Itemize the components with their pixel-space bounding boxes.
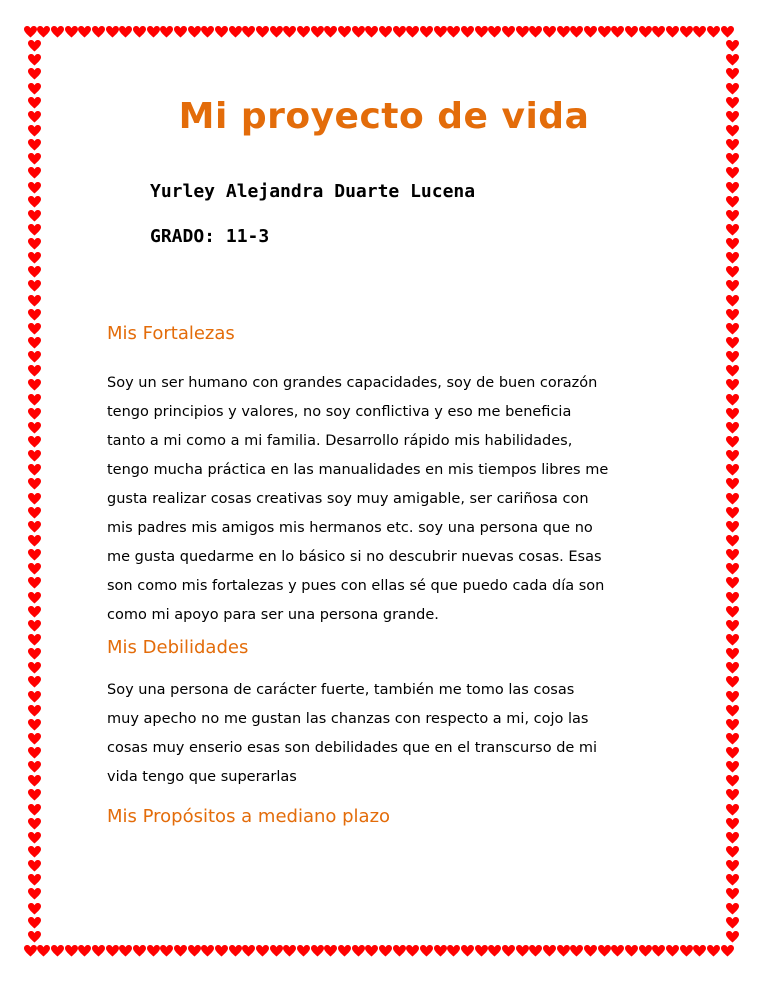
heart-icon [726,789,739,801]
heart-icon [270,945,283,957]
heart-icon [726,733,739,745]
heart-icon [726,634,739,646]
heart-icon [352,26,365,38]
heart-icon [28,408,41,420]
heart-icon [726,351,739,363]
heart-icon [160,945,173,957]
heart-icon [28,182,41,194]
heart-icon [447,26,460,38]
heart-icon [726,917,739,929]
heart-icon [24,945,37,957]
heart-icon [28,860,41,872]
heart-icon [516,945,529,957]
heart-icon [693,945,706,957]
paragraph-debilidades [107,676,667,792]
heart-icon [28,337,41,349]
heart-icon [28,210,41,222]
heart-icon [598,945,611,957]
heart-icon [707,945,720,957]
heart-icon [393,26,406,38]
heart-icon [379,26,392,38]
heart-icon [475,945,488,957]
heart-icon [256,945,269,957]
heart-icon [434,26,447,38]
section-heading-propositos: Mis Propósitos a mediano plazo [107,806,391,827]
paragraph-fortalezas [107,369,667,630]
heart-icon [726,309,739,321]
heart-icon [557,945,570,957]
text-line: muy apecho no me gustan las chanzas con respecto a mi, cojo las [107,711,589,727]
heart-icon [434,945,447,957]
grade-label: GRADO: 11-3 [150,226,270,247]
text-line: tanto a mi como a mi familia. Desarrollo rápido mis habilidades, [107,433,573,449]
heart-icon [28,493,41,505]
heart-icon [28,662,41,674]
heart-icon [28,903,41,915]
heart-icon [28,606,41,618]
heart-icon [666,26,679,38]
heart-icon [726,846,739,858]
heart-icon [28,592,41,604]
heart-icon [488,945,501,957]
heart-icon [324,26,337,38]
heart-icon [147,945,160,957]
heart-icon [28,196,41,208]
heart-icon [28,436,41,448]
heart-icon [256,26,269,38]
heart-icon [28,394,41,406]
heart-icon [726,83,739,95]
heart-icon [584,26,597,38]
heart-icon [726,224,739,236]
heart-icon [28,266,41,278]
heart-icon [726,379,739,391]
heart-icon [652,26,665,38]
heart-icon [726,323,739,335]
text-line: tengo principios y valores, no soy conflictiva y eso me beneficia [107,404,572,420]
heart-icon [174,945,187,957]
heart-icon [693,26,706,38]
heart-icon [726,450,739,462]
heart-icon [28,747,41,759]
heart-icon [726,436,739,448]
heart-icon [283,26,296,38]
text-line: son como mis fortalezas y pues con ellas sé que puedo cada día son [107,578,605,594]
text-line: mis padres mis amigos mis hermanos etc. soy una persona que no [107,520,593,536]
heart-icon [28,888,41,900]
heart-icon [78,26,91,38]
heart-icon [119,945,132,957]
heart-icon [543,26,556,38]
heart-icon [28,167,41,179]
heart-icon [28,733,41,745]
heart-icon [652,945,665,957]
heart-icon [215,26,228,38]
heart-icon [28,450,41,462]
heart-icon [726,493,739,505]
heart-icon [28,238,41,250]
heart-icon [726,676,739,688]
heart-icon [726,903,739,915]
heart-icon [28,464,41,476]
heart-icon [28,507,41,519]
heart-icon [242,945,255,957]
heart-icon [147,26,160,38]
heart-icon [133,26,146,38]
heart-icon [625,26,638,38]
heart-icon [51,945,64,957]
heart-icon [28,521,41,533]
heart-icon [726,592,739,604]
heart-icon [680,26,693,38]
heart-icon [28,648,41,660]
heart-icon [28,719,41,731]
heart-icon [726,478,739,490]
heart-icon [28,620,41,632]
heart-icon [270,26,283,38]
heart-icon [174,26,187,38]
heart-icon [28,535,41,547]
text-line: me gusta quedarme en lo básico si no descubrir nuevas cosas. Esas [107,549,602,565]
heart-icon [726,761,739,773]
heart-icon [28,917,41,929]
heart-icon [406,26,419,38]
heart-icon [28,832,41,844]
text-line: Soy una persona de carácter fuerte, también me tomo las cosas [107,682,575,698]
heart-icon [726,549,739,561]
heart-icon [229,26,242,38]
heart-icon [119,26,132,38]
heart-icon [726,931,739,943]
heart-icon [726,295,739,307]
heart-icon [639,945,652,957]
heart-icon [28,68,41,80]
heart-icon [726,606,739,618]
heart-icon [570,26,583,38]
heart-icon [502,26,515,38]
heart-icon [106,26,119,38]
heart-icon [28,931,41,943]
heart-icon [283,945,296,957]
heart-icon [726,620,739,632]
heart-icon [24,26,37,38]
heart-icon [28,365,41,377]
heart-icon [726,804,739,816]
text-line: tengo mucha práctica en las manualidades en mis tiempos libres me [107,462,609,478]
heart-icon [726,40,739,52]
heart-icon [726,535,739,547]
heart-icon [37,945,50,957]
heart-icon [502,945,515,957]
heart-icon [28,323,41,335]
heart-icon [726,719,739,731]
heart-icon [393,945,406,957]
heart-icon [584,945,597,957]
heart-icon [133,945,146,957]
heart-icon [625,945,638,957]
heart-icon [726,266,739,278]
heart-icon [726,507,739,519]
heart-icon [188,945,201,957]
heart-icon [160,26,173,38]
heart-icon [726,691,739,703]
text-line: como mi apoyo para ser una persona grande. [107,607,439,623]
heart-icon [726,252,739,264]
heart-icon [352,945,365,957]
heart-icon [28,252,41,264]
heart-icon [28,280,41,292]
heart-icon [726,874,739,886]
heart-icon [726,139,739,151]
heart-icon [726,818,739,830]
heart-icon [726,167,739,179]
heart-icon [726,563,739,575]
heart-icon [65,26,78,38]
heart-icon [242,26,255,38]
heart-icon [598,26,611,38]
heart-icon [201,26,214,38]
heart-icon [324,945,337,957]
heart-icon [37,26,50,38]
heart-icon [726,210,739,222]
heart-icon [680,945,693,957]
heart-icon [379,945,392,957]
heart-icon [666,945,679,957]
heart-icon [726,775,739,787]
heart-icon [28,705,41,717]
heart-icon [611,945,624,957]
heart-icon [28,874,41,886]
heart-icon [28,309,41,321]
heart-icon [726,648,739,660]
heart-icon [557,26,570,38]
heart-icon [420,945,433,957]
heart-icon [726,280,739,292]
heart-icon [726,705,739,717]
heart-icon [297,26,310,38]
heart-icon [365,945,378,957]
text-line: vida tengo que superarlas [107,769,297,785]
heart-icon [28,691,41,703]
heart-icon [726,68,739,80]
heart-icon [78,945,91,957]
heart-icon [726,860,739,872]
heart-icon [726,747,739,759]
heart-icon [28,846,41,858]
text-line: cosas muy enserio esas son debilidades que en el transcurso de mi [107,740,598,756]
heart-icon [311,26,324,38]
heart-icon [406,945,419,957]
heart-icon [28,422,41,434]
heart-icon [726,662,739,674]
text-line: gusta realizar cosas creativas soy muy amigable, ser cariñosa con [107,491,589,507]
heart-icon [106,945,119,957]
heart-icon [28,295,41,307]
heart-icon [447,945,460,957]
heart-icon [639,26,652,38]
heart-icon [28,634,41,646]
heart-icon [338,26,351,38]
heart-icon [726,422,739,434]
section-heading-fortalezas: Mis Fortalezas [107,323,235,344]
heart-icon [28,818,41,830]
heart-icon [726,521,739,533]
heart-icon [726,196,739,208]
heart-icon [721,945,734,957]
heart-icon [28,153,41,165]
heart-icon [726,337,739,349]
heart-icon [28,40,41,52]
heart-icon [188,26,201,38]
heart-icon [570,945,583,957]
heart-icon [215,945,228,957]
heart-icon [201,945,214,957]
heart-icon [28,351,41,363]
heart-icon [461,26,474,38]
heart-icon [51,26,64,38]
heart-icon [28,789,41,801]
heart-icon [529,945,542,957]
heart-icon [611,26,624,38]
heart-icon [28,54,41,66]
heart-icon [726,182,739,194]
heart-icon [516,26,529,38]
heart-icon [297,945,310,957]
heart-icon [726,464,739,476]
heart-icon [28,83,41,95]
page-title: Mi proyecto de vida [178,96,590,137]
heart-icon [726,832,739,844]
section-heading-debilidades: Mis Debilidades [107,637,249,658]
heart-icon [338,945,351,957]
heart-icon [529,26,542,38]
heart-icon [92,945,105,957]
heart-icon [726,394,739,406]
heart-icon [461,945,474,957]
heart-icon [726,153,739,165]
heart-icon [726,408,739,420]
heart-icon [721,26,734,38]
heart-icon [28,139,41,151]
heart-icon [92,26,105,38]
heart-icon [28,775,41,787]
heart-icon [726,54,739,66]
heart-icon [28,676,41,688]
heart-icon [28,224,41,236]
heart-icon [28,761,41,773]
heart-icon [543,945,556,957]
heart-icon [28,379,41,391]
heart-icon [229,945,242,957]
heart-icon [65,945,78,957]
heart-icon [28,577,41,589]
heart-icon [726,577,739,589]
heart-icon [420,26,433,38]
heart-icon [365,26,378,38]
heart-icon [28,563,41,575]
author-name: Yurley Alejandra Duarte Lucena [150,181,476,202]
text-line: Soy un ser humano con grandes capacidades, soy de buen corazón [107,375,598,391]
heart-icon [726,238,739,250]
heart-icon [726,365,739,377]
heart-icon [311,945,324,957]
heart-icon [488,26,501,38]
heart-icon [707,26,720,38]
heart-icon [28,804,41,816]
heart-icon [726,888,739,900]
heart-icon [28,549,41,561]
heart-icon [475,26,488,38]
heart-icon [28,478,41,490]
